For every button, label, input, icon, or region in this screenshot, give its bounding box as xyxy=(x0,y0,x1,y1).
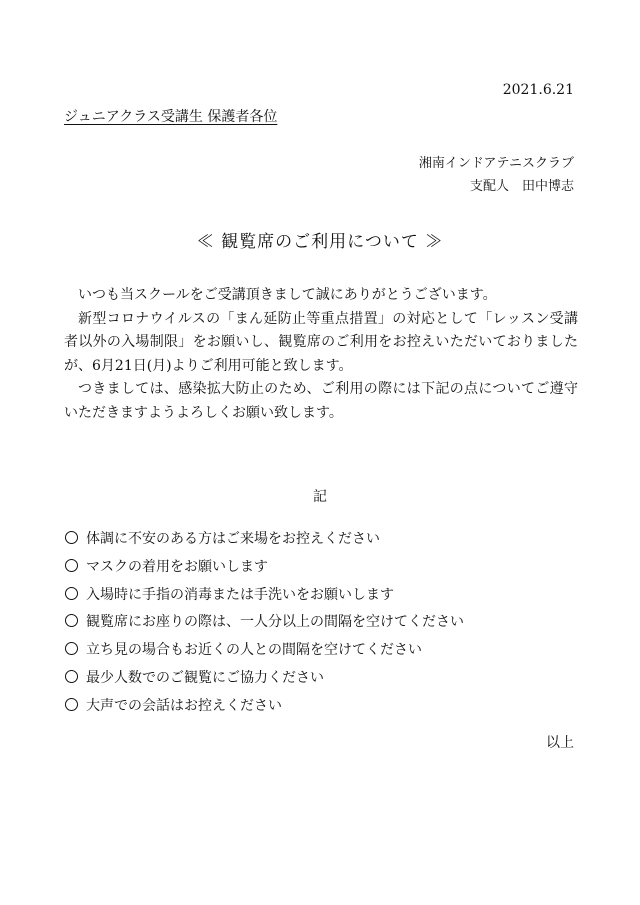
circle-bullet-icon xyxy=(65,531,78,544)
list-item xyxy=(64,695,464,723)
body-paragraph: つきましては、感染拡大防止のため、ご利用の際には下記の点についてご遵守いただきますようよろしくお願い致します。 xyxy=(64,381,578,421)
body-paragraph: いつも当スクールをご受講頂きまして誠にありがとうございます。 xyxy=(78,287,497,303)
list-item xyxy=(64,556,464,584)
list-item xyxy=(64,584,464,612)
circle-bullet-icon xyxy=(65,698,78,711)
list-item-text: 入場時に手指の消毒または手洗いをお願いします xyxy=(86,586,394,603)
list-item-text: 大声での会話はお控えください xyxy=(86,697,282,714)
list-item xyxy=(64,528,464,556)
circle-bullet-icon xyxy=(65,614,78,627)
sender-person: 支配人 田中博志 xyxy=(469,179,574,194)
recipient-line: ジュニアクラス受講生 保護者各位 xyxy=(64,109,278,125)
sender-organization: 湘南インドアテニスクラブ xyxy=(418,156,574,171)
list-item-text: マスクの着用をお願いします xyxy=(86,558,268,575)
circle-bullet-icon xyxy=(65,670,78,683)
document-date: 2021.6.21 xyxy=(502,82,574,98)
closing-mark: 以上 xyxy=(546,735,574,751)
list-item-text: 観覧席にお座りの際は、一人分以上の間隔を空けてください xyxy=(86,614,464,631)
list-item xyxy=(64,667,464,695)
list-item-text: 立ち見の場合もお近くの人との間隔を空けてください xyxy=(86,642,422,659)
list-item-text: 最少人数でのご観覧にご協力ください xyxy=(86,669,324,686)
list-item xyxy=(64,639,464,667)
notes-heading: 記 xyxy=(313,489,327,505)
document-title: ≪ 観覧席のご利用について ≫ xyxy=(196,232,444,252)
list-item-text: 体調に不安のある方はご来場をお控えください xyxy=(86,531,380,547)
rules-list xyxy=(64,528,464,723)
body-text xyxy=(64,284,578,425)
list-item xyxy=(64,611,464,639)
circle-bullet-icon xyxy=(65,559,78,572)
body-paragraph: 新型コロナウイルスの「まん延防止等重点措置」の対応として「レッスン受講者以外の入場制限」をお願いし、観覧席のご利用をお控えいただいておりましたが、6月21日(月)よりご利用可能と致します。 xyxy=(64,310,578,374)
circle-bullet-icon xyxy=(65,587,78,600)
circle-bullet-icon xyxy=(65,642,78,655)
